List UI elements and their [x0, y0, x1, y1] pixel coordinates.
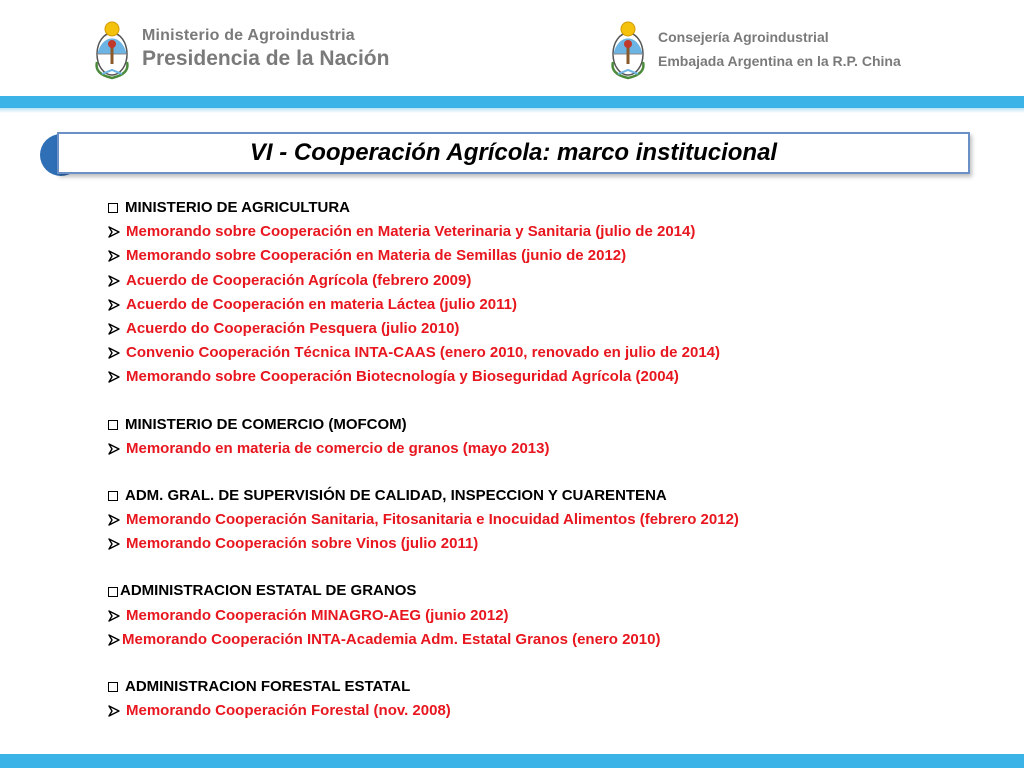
section-heading: ADMINISTRACION ESTATAL DE GRANOS	[108, 579, 988, 603]
argentina-coat-of-arms-icon	[608, 18, 648, 80]
section-heading: ADMINISTRACION FORESTAL ESTATAL	[108, 675, 988, 699]
slide-title: VI - Cooperación Agrícola: marco institucional	[249, 139, 778, 166]
presidency-name: Presidencia de la Nación	[142, 47, 390, 70]
arrow-bullet-icon	[108, 275, 120, 287]
arrow-bullet-icon	[108, 705, 120, 717]
list-item: Acuerdo do Cooperación Pesquera (julio 2010)	[108, 317, 988, 341]
arrow-bullet-icon	[108, 226, 120, 238]
checkbox-bullet-icon	[108, 203, 118, 213]
list-item: Memorando Cooperación Sanitaria, Fitosanitaria e Inocuidad Alimentos (febrero 2012)	[108, 508, 988, 532]
checkbox-bullet-icon	[108, 420, 118, 430]
arrow-bullet-icon	[108, 250, 120, 262]
arrow-bullet-icon	[108, 323, 120, 335]
arrow-bullet-icon	[108, 443, 120, 455]
list-item: Convenio Cooperación Técnica INTA-CAAS (enero 2010, renovado en julio de 2014)	[108, 341, 988, 365]
list-item: Memorando sobre Cooperación en Materia de Semillas (junio de 2012)	[108, 244, 988, 268]
top-stripe-shadow	[0, 108, 1024, 113]
list-item: Memorando sobre Cooperación Biotecnología y Bioseguridad Agrícola (2004)	[108, 365, 988, 389]
bottom-accent-stripe	[0, 754, 1024, 768]
arrow-bullet-icon	[108, 610, 120, 622]
checkbox-bullet-icon	[108, 587, 118, 597]
list-item: Memorando sobre Cooperación en Materia Veterinaria y Sanitaria (julio de 2014)	[108, 220, 988, 244]
content-list	[108, 196, 988, 723]
arrow-bullet-icon	[108, 538, 120, 550]
header	[0, 0, 1024, 96]
council-name: Consejería Agroindustrial	[658, 29, 829, 45]
arrow-bullet-icon	[108, 514, 120, 526]
checkbox-bullet-icon	[108, 491, 118, 501]
list-item: Memorando Cooperación INTA-Academia Adm. Estatal Granos (enero 2010)	[108, 628, 988, 652]
section-heading: MINISTERIO DE COMERCIO (MOFCOM)	[108, 413, 988, 437]
title-box	[57, 132, 970, 174]
list-item: Memorando Cooperación sobre Vinos (julio 2011)	[108, 532, 988, 556]
list-item: Memorando Cooperación MINAGRO-AEG (junio 2012)	[108, 604, 988, 628]
checkbox-bullet-icon	[108, 682, 118, 692]
section-heading: MINISTERIO DE AGRICULTURA	[108, 196, 988, 220]
section-heading: ADM. GRAL. DE SUPERVISIÓN DE CALIDAD, INSPECCION Y CUARENTENA	[108, 484, 988, 508]
argentina-coat-of-arms-icon	[92, 18, 132, 80]
list-item: Acuerdo de Cooperación en materia Láctea (julio 2011)	[108, 293, 988, 317]
ministry-name: Ministerio de Agroindustria	[142, 27, 355, 44]
list-item: Memorando en materia de comercio de granos (mayo 2013)	[108, 437, 988, 461]
arrow-bullet-icon	[108, 299, 120, 311]
embassy-name: Embajada Argentina en la R.P. China	[658, 53, 901, 69]
embassy-logo	[608, 18, 901, 80]
arrow-bullet-icon	[108, 634, 120, 646]
list-item: Memorando Cooperación Forestal (nov. 2008)	[108, 699, 988, 723]
arrow-bullet-icon	[108, 347, 120, 359]
list-item: Acuerdo de Cooperación Agrícola (febrero 2009)	[108, 269, 988, 293]
top-accent-stripe	[0, 96, 1024, 108]
arrow-bullet-icon	[108, 371, 120, 383]
ministry-logo	[92, 18, 389, 80]
